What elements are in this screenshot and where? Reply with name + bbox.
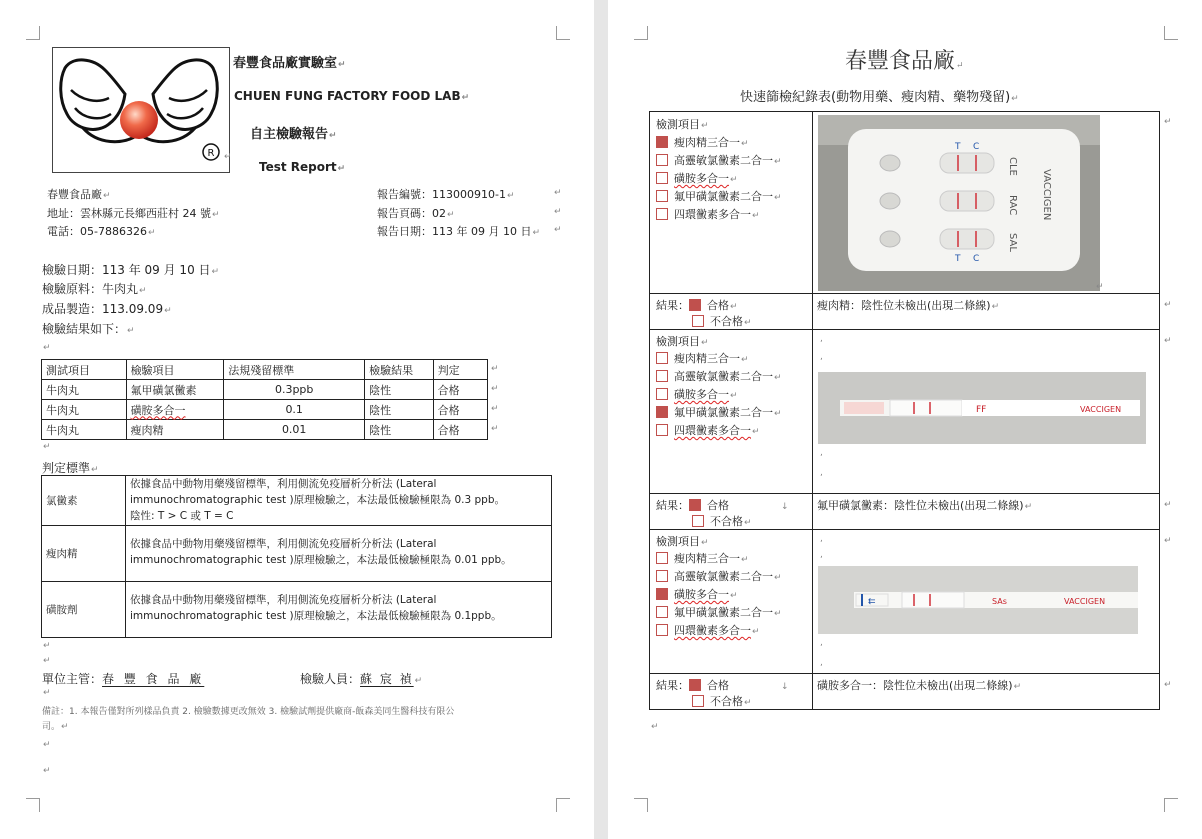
criteria-title: 判定標準↵ [42, 461, 99, 475]
crop-mark [26, 26, 40, 40]
test-cassette-photo [818, 115, 1100, 291]
checkbox-icon[interactable] [656, 606, 668, 618]
table-cell: 合格 [433, 400, 487, 420]
supervisor-signature: 單位主管：春 豐 食 品 廠 [42, 672, 205, 686]
manufacture-date: 成品製造：113.09.09↵ [42, 302, 172, 316]
list-item: 氟甲磺氯黴素二合一↵ [656, 404, 782, 420]
results-table [41, 359, 488, 440]
table-cell: 牛肉丸 [42, 400, 127, 420]
inspection-material: 檢驗原料：牛肉丸↵ [42, 282, 147, 296]
items-cell [650, 330, 813, 494]
checkbox-icon[interactable] [692, 315, 704, 327]
record-title: 春豐食品廠↵ [845, 49, 964, 74]
checkbox-icon[interactable] [656, 352, 668, 364]
table-cell: 牛肉丸 [42, 380, 127, 400]
criteria-table [41, 475, 552, 638]
result-note: 磺胺多合一：陰性位未檢出(出現二條線)↵ [817, 679, 1022, 692]
cassette-brand: VACCIGEN [1041, 169, 1052, 221]
list-item: 瘦肉精三合一↵ [656, 350, 749, 366]
checkbox-icon[interactable] [692, 515, 704, 527]
checkbox-checked-icon[interactable] [689, 299, 701, 311]
checkbox-icon[interactable] [656, 570, 668, 582]
checkbox-icon[interactable] [656, 370, 668, 382]
report-title-zh: 自主檢驗報告↵ [250, 127, 337, 142]
crop-mark [1164, 26, 1178, 40]
table-cell: 合格 [433, 380, 487, 400]
result-pass: 結果： 合格↵ [656, 299, 738, 312]
table-row [650, 112, 1160, 294]
table-row [650, 494, 1160, 530]
table-cell: 牛肉丸 [42, 420, 127, 440]
report-page-number: 報告頁碼：02↵ [377, 207, 455, 220]
list-item: 瘦肉精三合一↵ [656, 550, 749, 566]
checkbox-icon[interactable] [656, 424, 668, 436]
strip-label: SAs [992, 597, 1007, 606]
table-cell: 陰性 [365, 420, 433, 440]
photo-cell: T C T C CLE RAC SAL VACCIGEN ↵ [813, 112, 1160, 294]
table-cell: 陰性 [365, 380, 433, 400]
report-title-en: Test Report↵ [259, 160, 346, 174]
test-strip-photo [818, 566, 1138, 634]
svg-text:R: R [207, 148, 215, 159]
svg-text:C: C [973, 254, 980, 264]
company-phone: 電話：05-7886326↵ [47, 225, 156, 238]
result-fail: 不合格↵ [692, 693, 752, 709]
crop-mark [634, 798, 648, 812]
report-date: 報告日期：113 年 09 月 10 日↵ [377, 225, 541, 238]
record-page: 春豐食品廠↵ 快速篩檢紀錄表(動物用藥、瘦肉精、藥物殘留)↵ 檢測項目↵ 瘦肉精三合一↵ 高靈敏氯黴素二合一↵ 磺胺多合一↵ 氟甲磺氯黴素二合一↵ 四環黴素多合一↵ T C T C CLE RAC SAL VACCIGEN ↵ 結果： 合格↵ 不合格↵ 瘦肉精：陰性位未檢出(出現二條線)↵ 檢測項目↵ 瘦肉精三合一↵ 高靈敏氯黴素二合一↵ 磺胺多合一↵ 氟甲磺氯黴素二合一↵ 四環黴素多合一↵ , , FF VACCIGEN , , 結果： 合格 ↓ 不合格↵ 氟甲磺氯黴素：陰性位未檢出(出現二條線)↵ 檢測項目↵ 瘦肉精三合一↵ 高靈敏氯黴素二合一↵ 磺胺多合一↵ 氟甲磺氯黴素二合一↵ 四環黴素多合一↵ , , ⇇ SAs VACCIGEN , , 結果： 合格 ↓ 不合格↵ 磺胺多合一：陰性位未檢出(出現二條線)↵ ↵ ↵ ↵ ↵ ↵ ↵ ↵ [608, 0, 1202, 839]
checkbox-checked-icon[interactable] [656, 136, 668, 148]
crop-mark [556, 26, 570, 40]
table-row [650, 330, 1160, 494]
result-note-cell [813, 674, 1160, 710]
svg-text:T: T [955, 254, 961, 264]
result-note: 氟甲磺氯黴素：陰性位未檢出(出現二條線)↵ [817, 499, 1033, 512]
lab-name-zh: 春豐食品廠實驗室↵ [233, 56, 346, 71]
list-item: 磺胺多合一↵ [656, 386, 738, 402]
result-pass: 結果： 合格 ↓ [656, 679, 789, 692]
cassette-label: RAC [1007, 195, 1018, 216]
checkbox-icon[interactable] [656, 624, 668, 636]
table-row [650, 674, 1160, 710]
cassette-label: SAL [1007, 233, 1018, 252]
checkbox-icon[interactable] [692, 695, 704, 707]
test-strip-photo [818, 372, 1146, 444]
svg-text:⇇: ⇇ [868, 597, 876, 607]
company-name: 春豐食品廠↵ [47, 188, 111, 201]
checkbox-checked-icon[interactable] [656, 406, 668, 418]
record-subtitle: 快速篩檢紀錄表(動物用藥、瘦肉精、藥物殘留)↵ [740, 90, 1019, 105]
table-cell: 合格 [433, 420, 487, 440]
checkbox-icon[interactable] [656, 552, 668, 564]
items-cell [650, 530, 813, 674]
photo-cell: , , ⇇ SAs VACCIGEN , , [813, 530, 1160, 674]
svg-text:C: C [973, 142, 980, 152]
results-intro: 檢驗結果如下：↵ [42, 322, 135, 336]
checkbox-icon[interactable] [656, 190, 668, 202]
criteria-text: 依據食品中動物用藥殘留標準，利用側流免疫層析分析法 (Lateral immunochromatographic test )原理檢驗之，本法最低檢驗極限為 0.3 ppb。 陰性: T > C 或 T = C [126, 476, 552, 526]
photo-cell: , , FF VACCIGEN , , [813, 330, 1160, 494]
result-note-cell [813, 294, 1160, 330]
table-cell: 0.1 [224, 400, 365, 420]
table-row [42, 582, 552, 638]
table-row [42, 476, 552, 526]
result-note-cell [813, 494, 1160, 530]
list-item: 氟甲磺氯黴素二合一↵ [656, 604, 782, 620]
list-item: 四環黴素多合一↵ [656, 622, 760, 638]
table-row [42, 526, 552, 582]
table-cell: 磺胺多合一 [126, 400, 224, 420]
table-header-cell: 測試項目 [42, 360, 127, 380]
result-pass: 結果： 合格 ↓ [656, 499, 789, 512]
svg-text:T: T [955, 142, 961, 152]
list-item: 高靈敏氯黴素二合一↵ [656, 152, 782, 168]
list-item: 四環黴素多合一↵ [656, 422, 760, 438]
hands-logo-icon [53, 48, 229, 172]
notes-line-1: 備註：1. 本報告僅對所列樣品負責 2. 檢驗數據更改無效 3. 檢驗試劑提供廠商-飯森美同生醫科技有限公 [42, 707, 455, 717]
criteria-text: 依據食品中動物用藥殘留標準，利用側流免疫層析分析法 (Lateral immunochromatographic test )原理檢驗之，本法最低檢驗極限為 0.01 ppb。 [126, 526, 552, 582]
list-item: 高靈敏氯黴素二合一↵ [656, 368, 782, 384]
company-address: 地址：雲林縣元長鄉西莊村 24 號↵ [47, 207, 220, 220]
inspection-date: 檢驗日期：113 年 09 月 10 日↵ [42, 263, 220, 277]
table-header-cell: 檢驗項目 [126, 360, 224, 380]
table-header-cell: 法規殘留標準 [224, 360, 365, 380]
notes-line-2: 司。↵ [42, 722, 69, 732]
crop-mark [556, 798, 570, 812]
table-header-row [42, 360, 488, 380]
crop-mark [634, 26, 648, 40]
report-number: 報告編號：113000910-1↵ [377, 188, 515, 201]
table-header-cell: 檢驗結果 [365, 360, 433, 380]
inspector-signature: 檢驗人員：蘇 宸 禎↵ [300, 672, 423, 686]
result-note: 瘦肉精：陰性位未檢出(出現二條線)↵ [817, 299, 1000, 312]
list-item: 磺胺多合一↵ [656, 586, 738, 602]
criteria-name: 瘦肉精 [42, 526, 126, 582]
lab-logo [52, 47, 230, 173]
report-page: R ↵ 春豐食品廠實驗室↵ CHUEN FUNG FACTORY FOOD LAB↵ 自主檢驗報告↵ Test Report↵ 春豐食品廠↵ 地址：雲林縣元長鄉西莊村 24 號↵ 電話：05-7886326↵ 報告編號：113000910-1↵ 報告頁碼：02↵ 報告日期：113 年 09 月 10 日↵ ↵ ↵ ↵ 檢驗日期：113 年 09 月 10 日↵ 檢驗原料：牛肉丸↵ 成品製造：113.09.09↵ 檢驗結果如下：↵ ↵ 測試項目 檢驗項目 法規殘留標準 檢驗結果 判定 牛肉丸 氟甲磺氯黴素 0.3ppb 陰性 合格 牛肉丸 磺胺多合一 0.1 陰性 合格 牛肉丸 瘦肉精 0.01 陰性 合格 ↵ ↵ ↵ ↵ ↵ 判定標準↵ 氯黴素 依據食品中動物用藥殘留標準，利用側流免疫層析分析法 (Lateral immunochromatographic test )原理檢驗之，本法最低檢驗極限為 0.3 ppb。 陰性: T > C 或 T = C 瘦肉精 依據食品中動物用藥殘留標準，利用側流免疫層析分析法 (Lateral immunochromatographic test )原理檢驗之，本法最低檢驗極限為 0.01 ppb。 磺胺劑 依據食品中動物用藥殘留標準，利用側流免疫層析分析法 (Lateral immunochromatographic test )原理檢驗之，本法最低檢驗極限為 0.1ppb。 ↵ ↵ 單位主管：春 豐 食 品 廠 檢驗人員：蘇 宸 禎↵ ↵ 備註：1. 本報告僅對所列樣品負責 2. 檢驗數據更改無效 3. 檢驗試劑提供廠商-飯森美同生醫科技有限公 司。↵ ↵ ↵ [0, 0, 594, 839]
result-cell [650, 294, 813, 330]
list-item: 四環黴素多合一↵ [656, 206, 760, 222]
items-label: 檢測項目↵ [656, 335, 709, 348]
table-cell: 陰性 [365, 400, 433, 420]
result-fail: 不合格↵ [692, 513, 752, 529]
items-cell [650, 112, 813, 294]
items-label: 檢測項目↵ [656, 118, 709, 131]
list-item: 瘦肉精三合一↵ [656, 134, 749, 150]
checkbox-checked-icon[interactable] [689, 499, 701, 511]
checkbox-icon[interactable] [656, 208, 668, 220]
checkbox-icon[interactable] [656, 154, 668, 166]
table-cell: 0.01 [224, 420, 365, 440]
crop-mark [1164, 798, 1178, 812]
table-row [650, 530, 1160, 674]
items-label: 檢測項目↵ [656, 535, 709, 548]
table-cell: 瘦肉精 [126, 420, 224, 440]
checkbox-icon[interactable] [656, 388, 668, 400]
criteria-text: 依據食品中動物用藥殘留標準，利用側流免疫層析分析法 (Lateral immunochromatographic test )原理檢驗之，本法最低檢驗極限為 0.1ppb。 [126, 582, 552, 638]
strip-brand: VACCIGEN [1064, 597, 1106, 606]
criteria-name: 氯黴素 [42, 476, 126, 526]
table-row [42, 420, 488, 440]
strip-label: FF [976, 405, 987, 415]
list-item: 氟甲磺氯黴素二合一↵ [656, 188, 782, 204]
list-item: 磺胺多合一↵ [656, 170, 738, 186]
table-cell: 氟甲磺氯黴素 [126, 380, 224, 400]
record-table [649, 111, 1160, 710]
crop-mark [26, 798, 40, 812]
criteria-name: 磺胺劑 [42, 582, 126, 638]
result-fail: 不合格↵ [692, 313, 752, 329]
table-row [42, 400, 488, 420]
checkbox-checked-icon[interactable] [656, 588, 668, 600]
checkbox-icon[interactable] [656, 172, 668, 184]
table-row [42, 380, 488, 400]
lab-name-en: CHUEN FUNG FACTORY FOOD LAB↵ [234, 89, 470, 103]
list-item: 高靈敏氯黴素二合一↵ [656, 568, 782, 584]
table-row [650, 294, 1160, 330]
strip-brand: VACCIGEN [1080, 405, 1122, 414]
table-cell: 0.3ppb [224, 380, 365, 400]
result-cell [650, 494, 813, 530]
result-cell [650, 674, 813, 710]
table-header-cell: 判定 [433, 360, 487, 380]
cassette-label: CLE [1007, 157, 1018, 176]
checkbox-checked-icon[interactable] [689, 679, 701, 691]
